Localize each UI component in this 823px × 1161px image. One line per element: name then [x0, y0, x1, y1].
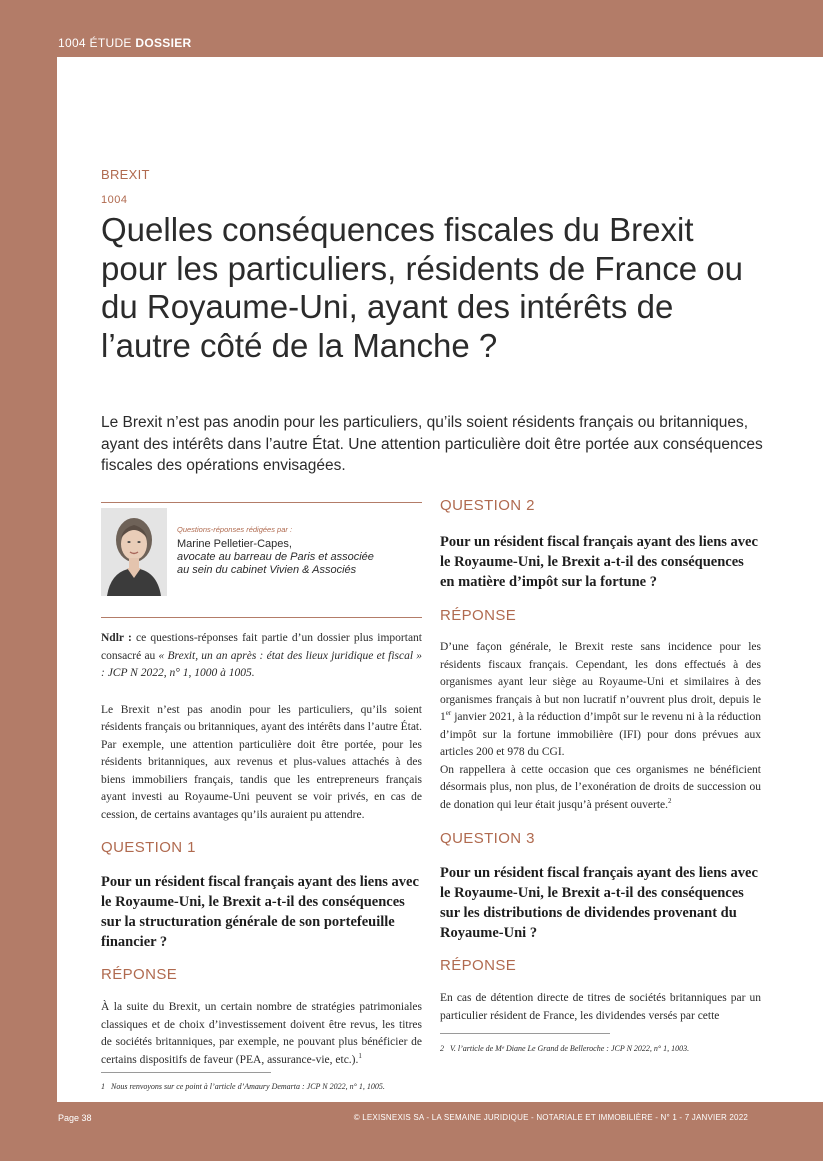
- author-role-line2: au sein du cabinet Vivien & Associés: [177, 564, 357, 576]
- question-1-text: Pour un résident fiscal français ayant des liens avec le Royaume-Uni, le Brexit a-t-il des conséquences sur la structuration générale de son portefeuille financier ?: [101, 874, 419, 950]
- answer-1-body: À la suite du Brexit, un certain nombre de stratégies patrimoniales classiques et de choix d’investissement doivent être revus, les titres de sociétés britanniques, par exemple, ne pouvant plus bénéficier de certains dispositifs de faveur (PEA, assurance-vie, etc.).: [101, 1001, 422, 1066]
- intro-paragraph: Le Brexit n’est pas anodin pour les particuliers, qu’ils soient résidents français ou britanniques, ayant des intérêts dans l’autre État. Par exemple, une attention particulière doit être portée, pour les résidents britanniques, aux revenus et plus-values attachés à des biens immobiliers français, tandis que les entrepreneurs français ayant investi au Royaume-Uni peuvent se voir privés, en cas de cession, de certains avantages qu’ils auraient pu attendre.: [101, 703, 422, 821]
- editor-note-ref: « Brexit, un an après : état des lieux juridique et fiscal » : JCP N 2022, n° 1, 1000 à 1005.: [101, 649, 423, 679]
- answer-3-label: RÉPONSE: [440, 957, 517, 974]
- answer-2-text-continued: [440, 762, 761, 815]
- author-portrait-icon: [101, 508, 167, 596]
- footnote-divider: [101, 1072, 271, 1073]
- header-section-bold: DOSSIER: [135, 36, 192, 50]
- question-1-label: QUESTION 1: [101, 839, 196, 856]
- question-3-text: Pour un résident fiscal français ayant des liens avec le Royaume-Uni, le Brexit a-t-il des conséquences sur les distributions de dividendes provenant du Royaume-Uni ?: [440, 865, 758, 941]
- answer-2-body-a: D’une façon générale, le Brexit reste sans incidence pour les résidents fiscaux français. Cependant, les dons effectués à des organismes ayant leur siège au Royaume-Uni et similaires à des organismes français à but non lucratif n’ouvrent plus droit, depuis le 1: [440, 641, 761, 723]
- footer-publication: © LEXISNEXIS SA - LA SEMAINE JURIDIQUE - NOTARIALE ET IMMOBILIÈRE - N° 1 - 7 JANVIER 2022: [353, 1113, 748, 1122]
- editor-note: [101, 630, 422, 683]
- author-credit: [177, 525, 374, 577]
- footnote-2: [440, 1044, 761, 1053]
- editor-note-text: ce questions-réponses fait partie d’un dossier plus important consacré au: [101, 632, 422, 662]
- question-3-label: QUESTION 3: [440, 830, 535, 847]
- footnote-2-number: 2: [440, 1044, 444, 1053]
- answer-2-label: RÉPONSE: [440, 607, 517, 624]
- article-number: 1004: [101, 194, 128, 206]
- question-2-text: Pour un résident fiscal français ayant des liens avec le Royaume-Uni, le Brexit a-t-il des conséquences en matière d’impôt sur la fortune ?: [440, 534, 758, 590]
- author-caption: Questions-réponses rédigées par :: [177, 525, 293, 534]
- author-photo: [101, 508, 167, 596]
- left-column: [101, 502, 422, 1091]
- footnote-1: [101, 1082, 422, 1091]
- answer-3-text: En cas de détention directe de titres de sociétés britanniques par un particulier résident de France, les dividendes versés par cette: [440, 992, 761, 1022]
- article-kicker: BREXIT: [101, 167, 150, 182]
- article-title: Quelles conséquences fiscales du Brexit pour les particuliers, résidents de France ou du Royaume-Uni, ayant des intérêts de l’autre côté de la Manche ?: [101, 211, 743, 364]
- answer-2-body-c: On rappellera à cette occasion que ces organismes ne bénéficient désormais plus, non plus, de l’exonération de droits de succession ou de donation qui leur était jusqu’à présent ouverte.: [440, 763, 761, 811]
- footnote-1-number: 1: [101, 1082, 105, 1091]
- footnote-ref-1[interactable]: 1: [358, 1051, 362, 1060]
- footnote-divider-right: [440, 1033, 610, 1034]
- running-header: [58, 36, 191, 50]
- answer-1-text: [101, 999, 422, 1069]
- header-page-number: 1004: [58, 36, 86, 50]
- answer-2-text: [440, 639, 761, 762]
- right-column: [440, 497, 761, 1053]
- footnote-1-text: Nous renvoyons sur ce point à l’article d’Amaury Demarta : JCP N 2022, n° 1, 1005.: [111, 1082, 385, 1091]
- answer-1-label: RÉPONSE: [101, 966, 178, 983]
- footnote-2-text: V. l’article de Mᵉ Diane Le Grand de Belleroche : JCP N 2022, n° 1, 1003.: [450, 1044, 690, 1053]
- editor-note-label: Ndlr :: [101, 632, 132, 644]
- question-2-label: QUESTION 2: [440, 497, 535, 514]
- author-box: [101, 502, 422, 618]
- header-section: ÉTUDE: [89, 36, 132, 50]
- author-name: Marine Pelletier-Capes,: [177, 538, 292, 550]
- author-role-line1: avocate au barreau de Paris et associée: [177, 551, 374, 563]
- answer-2-sup-er: er: [445, 709, 452, 718]
- article-lede: Le Brexit n’est pas anodin pour les particuliers, qu’ils soient résidents français ou britanniques, ayant des intérêts dans l’autre État. Une attention particulière doit être portée aux conséquences fiscales des opérations envisagées.: [101, 414, 763, 474]
- footer-page-number: Page 38: [58, 1113, 92, 1123]
- footnote-ref-2[interactable]: 2: [668, 796, 672, 805]
- answer-2-body-b: janvier 2021, à la réduction d’impôt sur le revenu ni à la réduction d’impôt sur la fortune immobilière (IFI) pour dons prévues aux articles 200 et 978 du CGI.: [440, 711, 761, 758]
